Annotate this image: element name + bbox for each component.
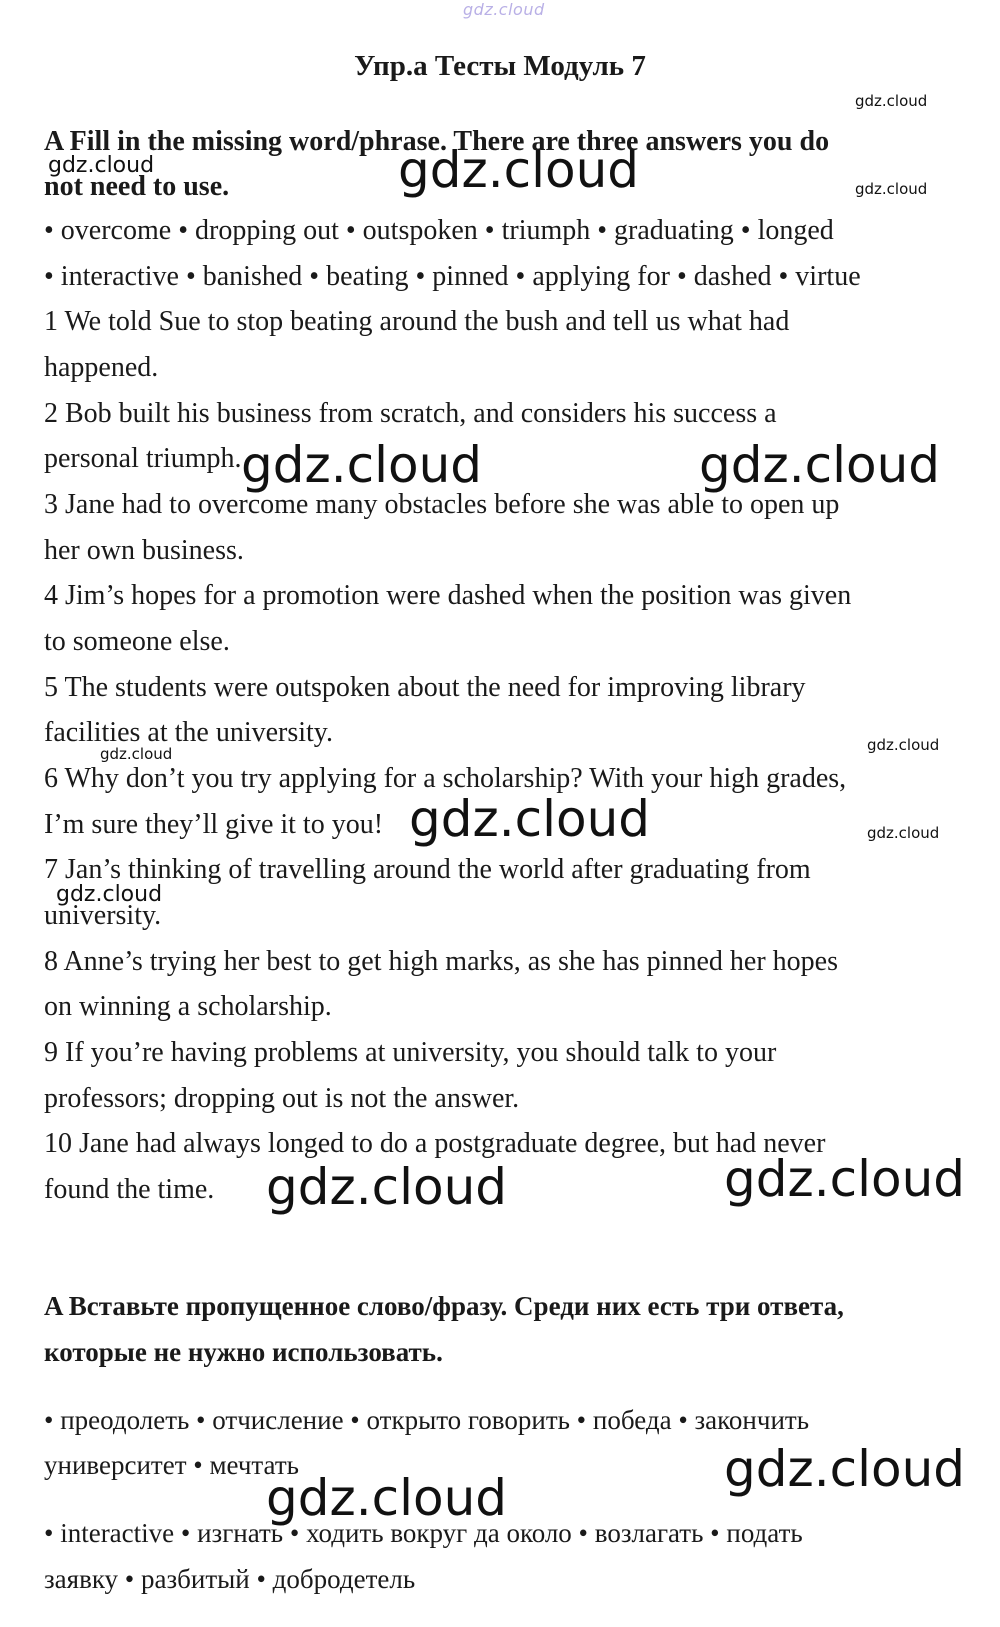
watermark-large: gdz.cloud xyxy=(241,436,483,494)
watermark-large: gdz.cloud xyxy=(398,141,640,199)
sentence-line: professors; dropping out is not the answer. xyxy=(44,1083,520,1114)
watermark-large: gdz.cloud xyxy=(699,436,941,494)
watermark-medium: gdz.cloud xyxy=(48,153,155,178)
sentence-line: 1 We told Sue to stop beating around the bush and tell us what had xyxy=(44,306,790,337)
watermark-small: gdz.cloud xyxy=(867,736,940,754)
task-heading-line: A Fill in the missing word/phrase. There are three answers you do xyxy=(44,126,830,157)
sentence-line: 9 If you’re having problems at university, you should talk to your xyxy=(44,1037,777,1068)
sentence-line: happened. xyxy=(44,352,159,383)
sentence-line: 6 Why don’t you try applying for a scholarship? With your high grades, xyxy=(44,763,847,794)
sentence-line: university. xyxy=(44,900,162,931)
sentence-line: personal triumph. xyxy=(44,443,242,474)
sentence-line: 7 Jan’s thinking of travelling around the world after graduating from xyxy=(44,854,811,885)
task-heading-line-ru: которые не нужно использовать. xyxy=(44,1337,443,1367)
sentence-line: to someone else. xyxy=(44,626,230,657)
watermark-large: gdz.cloud xyxy=(266,1158,508,1216)
watermark-small: gdz.cloud xyxy=(867,824,940,842)
watermark-large: gdz.cloud xyxy=(266,1469,508,1527)
watermark-large: gdz.cloud xyxy=(724,1150,966,1208)
word-bank-line-ru: • преодолеть • отчисление • открыто говорить • победа • закончить xyxy=(44,1405,810,1435)
sentence-line: facilities at the university. xyxy=(44,717,333,748)
word-bank-line: • interactive • banished • beating • pinned • applying for • dashed • virtue xyxy=(44,261,861,292)
sentence-line: found the time. xyxy=(44,1174,215,1205)
watermark-top: gdz.cloud xyxy=(463,0,545,19)
task-heading-line-ru: A Вставьте пропущенное слово/фразу. Среди них есть три ответа, xyxy=(44,1291,844,1321)
watermark-medium: gdz.cloud xyxy=(56,882,163,907)
watermark-small: gdz.cloud xyxy=(855,92,928,110)
sentence-line: 3 Jane had to overcome many obstacles before she was able to open up xyxy=(44,489,840,520)
word-bank-line-ru: заявку • разбитый • добродетель xyxy=(44,1564,416,1594)
sentence-line: 2 Bob built his business from scratch, and considers his success a xyxy=(44,398,777,429)
sentence-line: 8 Anne’s trying her best to get high marks, as she has pinned her hopes xyxy=(44,946,838,977)
sentence-line: 4 Jim’s hopes for a promotion were dashed when the position was given xyxy=(44,580,852,611)
page-title: Упр.a Тесты Модуль 7 xyxy=(354,50,646,82)
word-bank-line-ru: университет • мечтать xyxy=(44,1450,299,1480)
task-heading-line: not need to use. xyxy=(44,171,230,202)
watermark-large: gdz.cloud xyxy=(409,790,651,848)
sentence-line: 5 The students were outspoken about the need for improving library xyxy=(44,672,806,703)
sentence-line: on winning a scholarship. xyxy=(44,991,332,1022)
word-bank-line-ru: • interactive • изгнать • ходить вокруг да около • возлагать • подать xyxy=(44,1518,803,1548)
sentence-line: her own business. xyxy=(44,535,244,566)
watermark-small: gdz.cloud xyxy=(100,745,173,763)
sentence-line: I’m sure they’ll give it to you! xyxy=(44,809,384,840)
watermark-small: gdz.cloud xyxy=(855,180,928,198)
sentence-line: 10 Jane had always longed to do a postgraduate degree, but had never xyxy=(44,1128,826,1159)
word-bank-line: • overcome • dropping out • outspoken • triumph • graduating • longed xyxy=(44,215,834,246)
watermark-large: gdz.cloud xyxy=(724,1440,966,1498)
